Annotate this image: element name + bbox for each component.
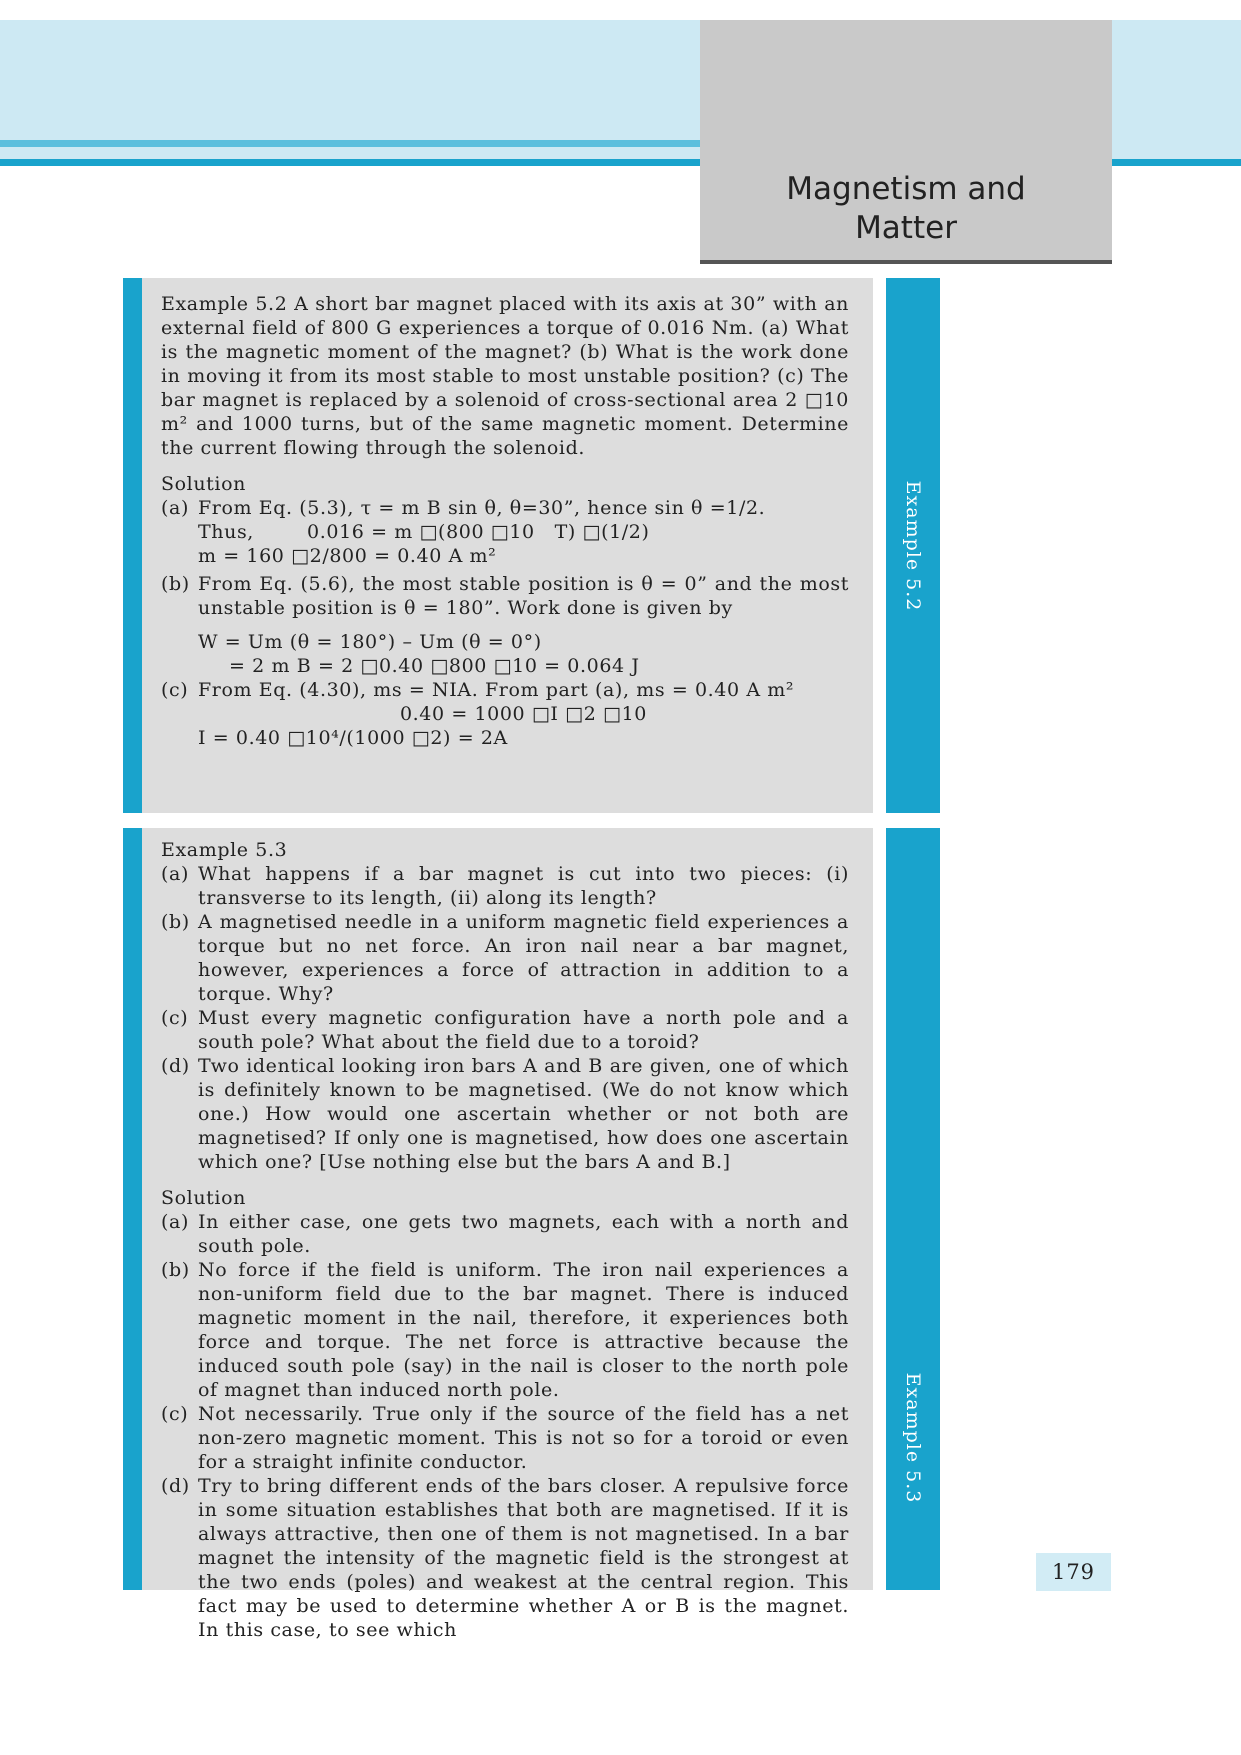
chapter-title-box — [700, 20, 1112, 264]
solution-heading: Solution — [161, 1187, 246, 1209]
chapter-title — [700, 170, 1112, 248]
page-number: 179 — [1036, 1553, 1111, 1591]
answer-item — [161, 1402, 849, 1474]
solution-part-a — [161, 496, 849, 520]
part-text: From Eq. (5.3), τ = m B sin θ, θ=30”, hence sin θ =1/2. — [198, 497, 766, 519]
chapter-title-line1: Magnetism and — [786, 171, 1026, 207]
question-item — [161, 862, 849, 910]
example-5-3-label: Example 5.3 — [902, 1372, 924, 1503]
example-5-3-stripe — [123, 828, 142, 1590]
equation: m = 160 □2/800 = 0.40 A m² — [198, 545, 497, 567]
item-text: No force if the field is uniform. The iron nail experiences a non-uniform field due to the bar magnet. There is induced magnetic moment in the nail, therefore, it experiences both force and torque. The net force is attractive because the induced south pole (say) in the nail is closer to the north pole of magnet than induced north pole. — [198, 1259, 849, 1401]
example-5-2-problem: Example 5.2 A short bar magnet placed with its axis at 30” with an external field of 800 G experiences a torque of 0.016 Nm. (a) What is the magnetic moment of the magnet? (b) What is the work done in moving it from its most stable to most unstable position? (c) The bar magnet is replaced by a solenoid of cross-sectional area 2 □10 m² and 1000 turns, but of the same magnetic moment. Determine the current flowing through the solenoid. — [161, 293, 849, 459]
part-label: (b) — [161, 573, 190, 595]
chapter-title-line2: Matter — [855, 210, 957, 246]
item-text: Try to bring different ends of the bars closer. A repulsive force in some situation establishes that both are magnetised. If it is always attractive, then one of them is not magnetised. In a bar magnet the intensity of the magnetic field is the strongest at the two ends (poles) and weakest at the central region. This fact may be used to determine whether A or B is the magnet. In this case, to see which — [198, 1475, 849, 1641]
item-text: Not necessarily. True only if the source of the field has a net non-zero magnetic moment. This is not so for a toroid or even for a straight infinite conductor. — [198, 1403, 849, 1473]
part-text: From Eq. (4.30), ms = NIA. From part (a), ms = 0.40 A m² — [198, 679, 795, 701]
equation: I = 0.40 □10⁴/(1000 □2) = 2A — [198, 727, 508, 749]
answer-item — [161, 1474, 849, 1642]
example-5-3-side-tab — [886, 828, 940, 1590]
item-label: (d) — [161, 1055, 190, 1077]
item-text: Two identical looking iron bars A and B are given, one of which is definitely known to be magnetised. (We do not know which one.) How would one ascertain whether or not both are magnetised? If only one is magnetised, how does one ascertain which one? [Use nothing else but the bars A and B.] — [198, 1055, 849, 1173]
part-label: (a) — [161, 497, 189, 519]
question-item — [161, 1054, 849, 1174]
example-5-2-stripe — [123, 278, 142, 813]
example-5-2-content — [161, 292, 849, 750]
part-text: From Eq. (5.6), the most stable position is θ = 0” and the most unstable position is θ = 180”. Work done is given by — [198, 573, 849, 619]
item-label: (b) — [161, 1259, 190, 1281]
header-rule-top — [0, 140, 700, 147]
item-text: In either case, one gets two magnets, each with a north and south pole. — [198, 1211, 849, 1257]
example-5-3-box — [123, 828, 873, 1641]
question-item — [161, 1006, 849, 1054]
equation: 0.40 = 1000 □I □2 □10 — [399, 703, 647, 725]
example-5-2-side-tab — [886, 278, 940, 813]
answer-item — [161, 1258, 849, 1402]
part-label: (c) — [161, 679, 189, 701]
solution-part-b — [161, 572, 849, 620]
example-5-2-box — [123, 278, 873, 813]
question-item — [161, 910, 849, 1006]
item-label: (a) — [161, 1211, 189, 1233]
equation: Thus, 0.016 = m □(800 □10 T) □(1/2) — [198, 521, 650, 543]
solution-part-c — [161, 678, 849, 702]
solution-heading: Solution — [161, 473, 246, 495]
example-5-3-content — [161, 838, 849, 1642]
item-text: A magnetised needle in a uniform magnetic field experiences a torque but no net force. An iron nail near a bar magnet, however, experiences a force of attraction in addition to a torque. Why? — [198, 911, 849, 1005]
item-text: Must every magnetic configuration have a north pole and a south pole? What about the field due to a toroid? — [198, 1007, 849, 1053]
item-text: What happens if a bar magnet is cut into two pieces: (i) transverse to its length, (ii) along its length? — [198, 863, 849, 909]
item-label: (c) — [161, 1403, 189, 1425]
item-label: (c) — [161, 1007, 189, 1029]
answer-item — [161, 1210, 849, 1258]
item-label: (b) — [161, 911, 190, 933]
item-label: (a) — [161, 863, 189, 885]
example-5-2-label: Example 5.2 — [902, 480, 924, 611]
example-heading: Example 5.3 — [161, 839, 288, 861]
item-label: (d) — [161, 1475, 190, 1497]
equation: = 2 m B = 2 □0.40 □800 □10 = 0.064 J — [229, 655, 640, 677]
equation: W = Um (θ = 180°) – Um (θ = 0°) — [198, 631, 542, 653]
